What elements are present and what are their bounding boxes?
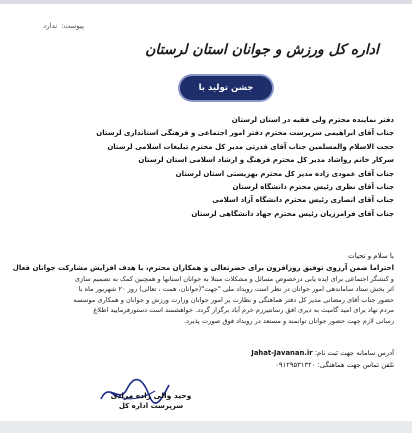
attachment-value: ندارد (43, 22, 58, 30)
recipient-line: جناب آقای عمودی زاده مدیر کل محترم بهزیستی استان لرستان (175, 169, 394, 178)
phone-label: تلفن تماس جهت هماهنگی: (317, 360, 394, 369)
letter-body (12, 263, 394, 327)
recipient-line: دفتر نماینده محترم ولی فقیه در استان لرستان (231, 116, 394, 124)
recipient-line: جناب آقای انصاری رئیس محترم دانشگاه آزاد اسلامی (212, 196, 394, 205)
recipient-line: جناب آقای نظری رئیس محترم دانشگاه لرستان (232, 183, 394, 192)
bottom-strip (0, 421, 412, 433)
document-meta (20, 20, 84, 32)
body-line: احتراما ضمن آرزوی توفیق روزافزون برای حضرتعالی و همکاران محترم، با هدف افزایش مشارکت جوانان فعال (12, 264, 394, 272)
greeting: با سلام و تحیات (348, 252, 394, 260)
body-line: رسانی لازم جهت حضور جوانان توانمند و مستعد در رویداد فوق صورت پذیرد. (183, 316, 394, 325)
body-line: مردم نهاد برای امید گامیت به دیری افق رسانتیرزم خرم آباد برگزار گردد. خواهشمند است دستورفرمایید اطلاع (93, 306, 394, 315)
signer-name: وحید والی زاده مرادی (110, 391, 192, 400)
body-line: و کنشگر اجتماعی برای ایده یابی درخصوص مسائل و مشکلات مبتلا به جوانان استانها و همچنین کمک به تصمیم سازی (74, 274, 394, 283)
contact-info (18, 348, 394, 371)
recipient-line: حجت الاسلام والمسلمین جناب آقای قدرتی مدیر کل محترم تبلیغات اسلامی لرستان (107, 142, 394, 151)
registration-site-link[interactable]: Jahat-Javanan.ir (251, 349, 313, 357)
recipient-line: جناب آقای ابراهیمی سرپرست محترم دفتر امور اجتماعی و فرهنگی استانداری لرستان (96, 129, 394, 138)
registration-site-label: آدرس سامانه جهت ثبت نام: (314, 349, 394, 357)
attachment-row (20, 20, 84, 32)
signature-block (110, 390, 192, 411)
top-edge (0, 0, 412, 4)
signer-role: سرپرست اداره کل (118, 402, 184, 410)
body-line: اثر بخش ستاد ساماندهی امور جوانان در نظر است رویداد ملی "جهت"(جوانان، همت ، تعالی) روز ۲۰ شهریور ماه با (78, 285, 394, 294)
campaign-emblem: جشن تولید با مشارکت (180, 76, 272, 100)
registration-site-row (18, 348, 394, 360)
phone-value: ۰۹۱۲۹۵۳۱۳۲۰ (275, 360, 316, 369)
attachment-label: پیوست: (61, 22, 84, 30)
body-line: حضور جناب آقای رمضانی مدیر کل دفتر هماهنگی و نظارت بر امور جوانان وزارت ورزش و جوانان و همکاری موسسه (73, 295, 394, 304)
phone-row (18, 360, 394, 372)
recipient-line: جناب آقای فرامرزیان رئیس محترم جهاد دانشگاهی لرستان (191, 209, 394, 218)
recipient-line: سرکار خانم رواشاد مدیر کل محترم فرهنگ و ارشاد اسلامی استان لرستان (138, 156, 394, 165)
organization-title: اداره کل ورزش و جوانان استان لرستان (145, 42, 379, 58)
recipient-list (22, 114, 394, 221)
